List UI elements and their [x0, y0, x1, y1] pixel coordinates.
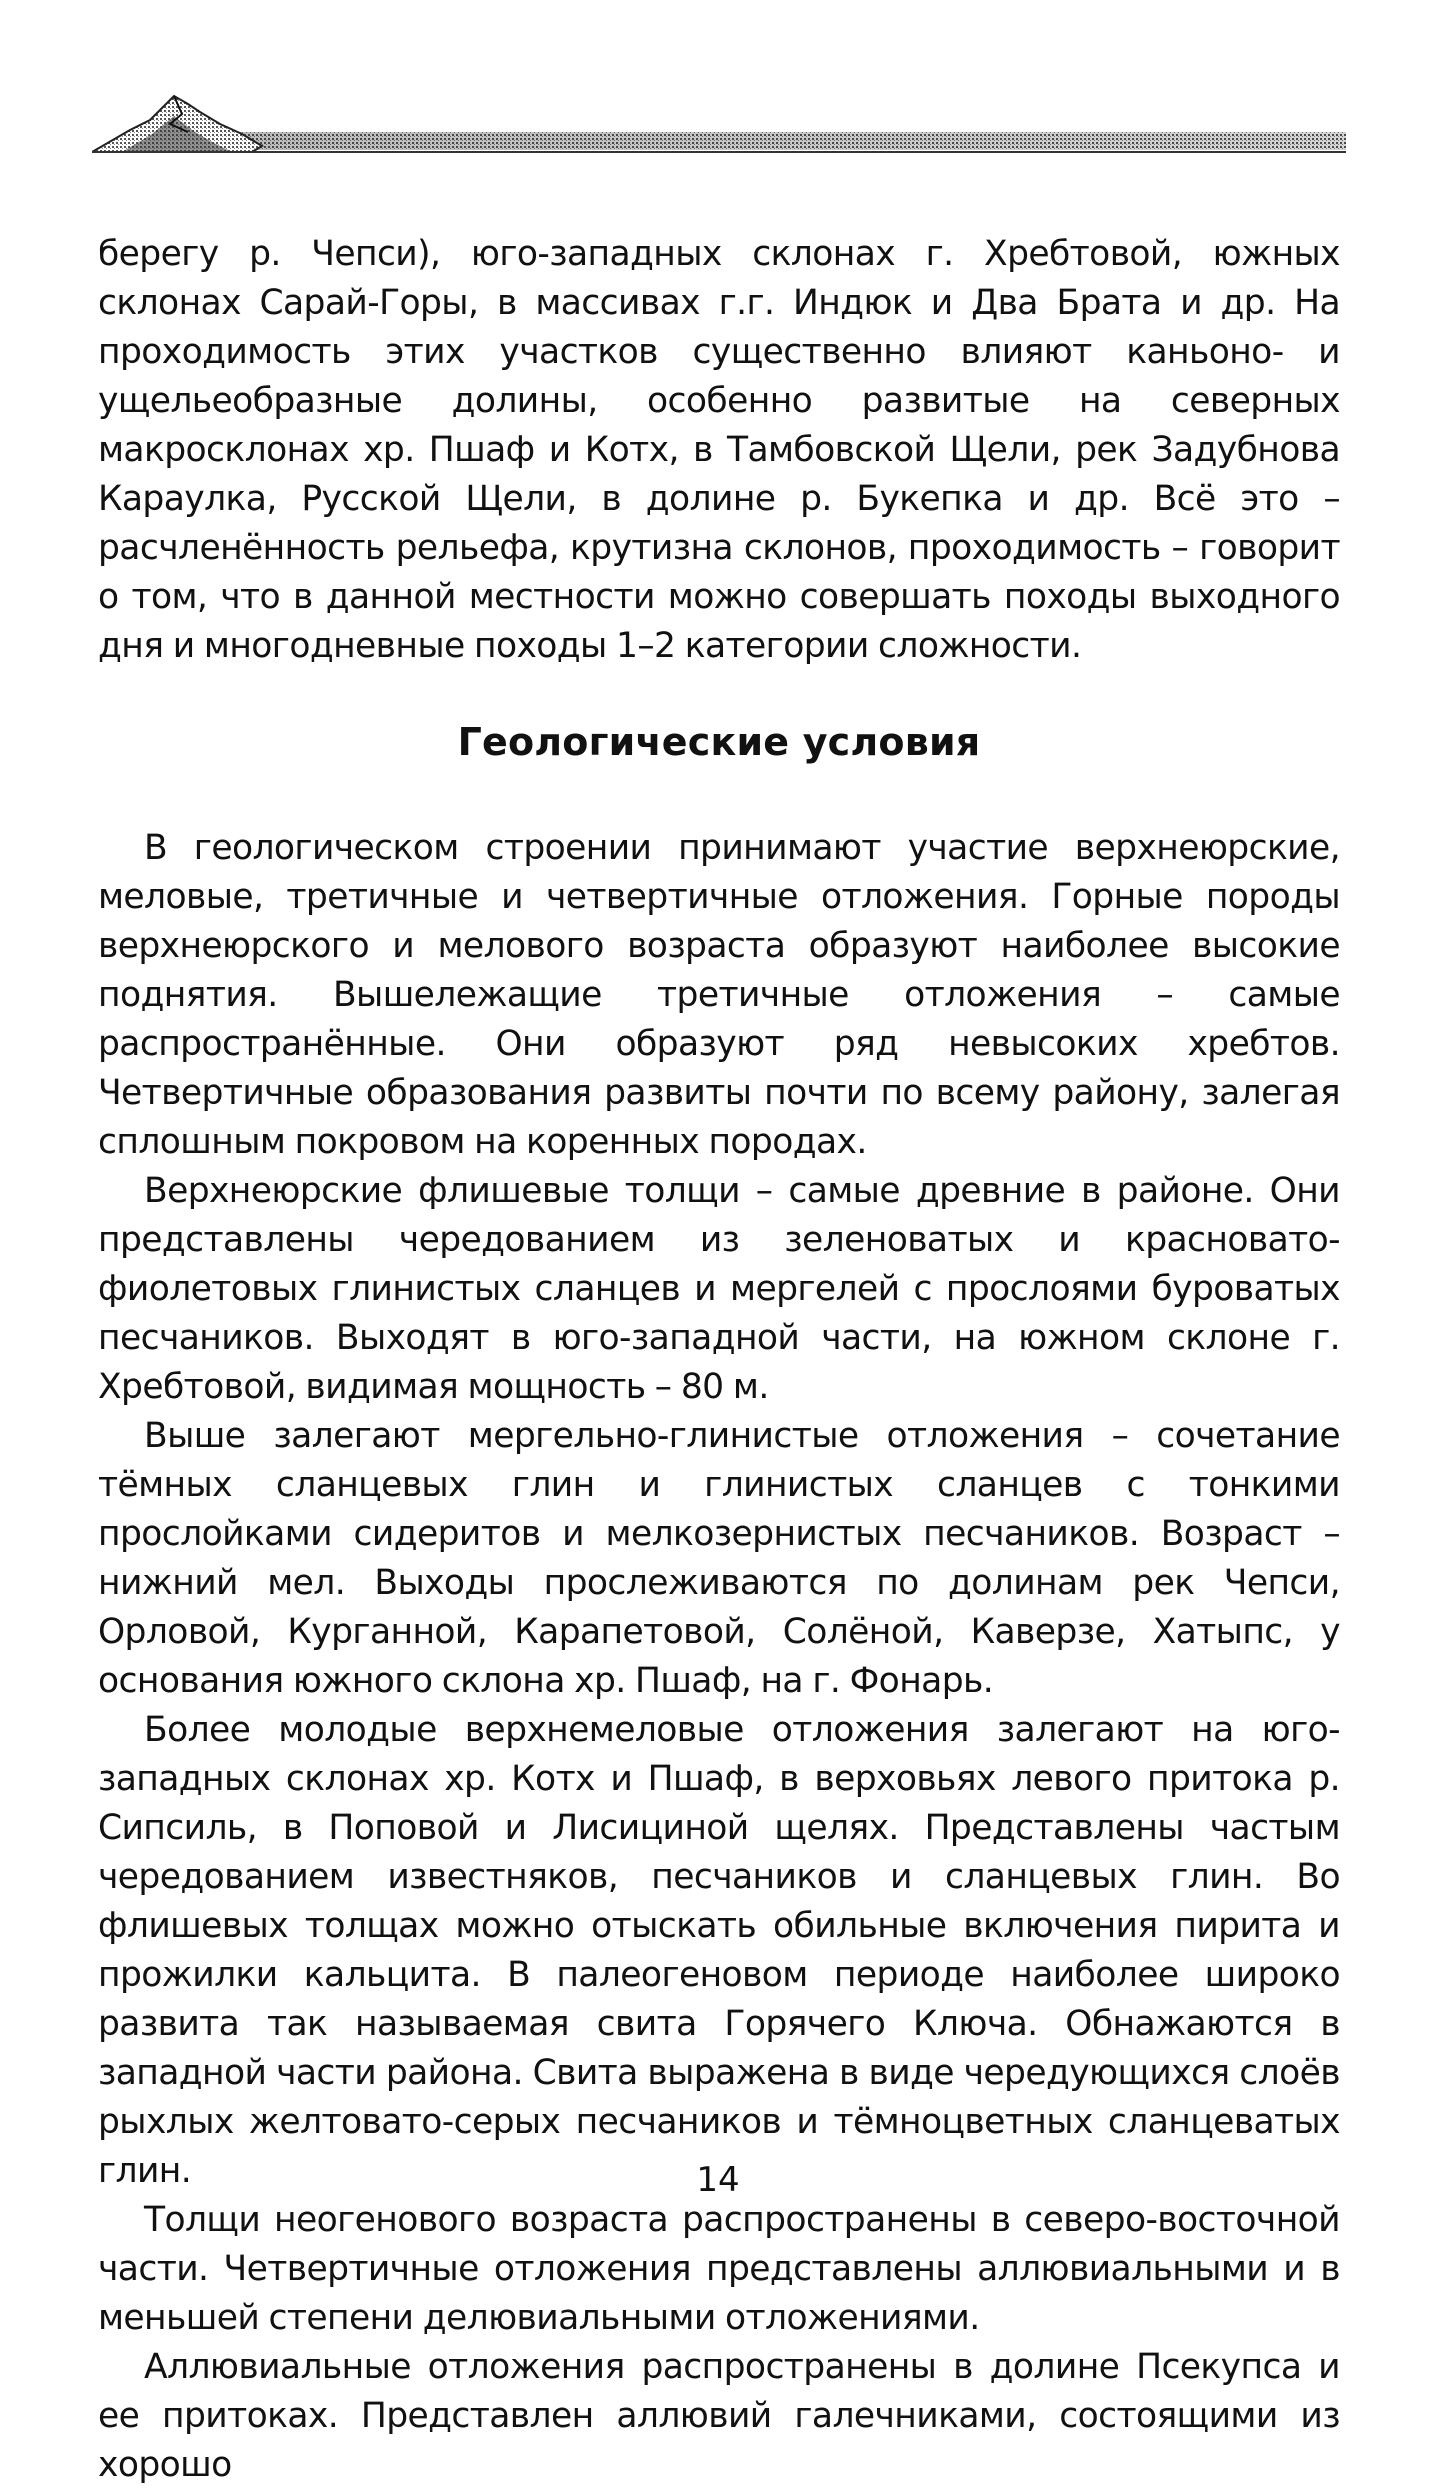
- page-body: [98, 230, 1340, 2490]
- paragraph-continuation: берегу р. Чепси), юго-западных склонах г. Хребтовой, южных склонах Сарай-Горы, в массивах г.г. Индюк и Два Брата и др. На проходимость этих участков существенно влияют каньоно- и ущельеобразные долины, особенно развитые на северных макросклонах хр. Пшаф и Котх, в Тамбовской Щели, рек Задубнова Караулка, Русской Щели, в долине р. Букепка и др. Всё это – расчленённость рельефа, крутизна склонов, проходимость – говорит о том, что в данной местности можно совершать походы выходного дня и многодневные походы 1–2 категории сложности.: [98, 234, 1340, 666]
- header-ornament: [92, 90, 1346, 160]
- mountain-icon: [92, 90, 1346, 160]
- paragraph: В геологическом строении принимают участие верхнеюрские, меловые, третичные и четвертичные отложения. Горные породы верхнеюрского и мелового возраста образуют наиболее высокие поднятия. Вышележащие третичные отложения – самые распространённые. Они образуют ряд невысоких хребтов. Четвертичные образования развиты почти по всему району, залегая сплошным покровом на коренных породах.: [98, 828, 1340, 1162]
- paragraph: Выше залегают мергельно-глинистые отложения – сочетание тёмных сланцевых глин и глинистых сланцев с тонкими прослойками сидеритов и мелкозернистых песчаников. Возраст – нижний мел. Выходы прослеживаются по долинам рек Чепси, Орловой, Курганной, Карапетовой, Солёной, Каверзе, Хатыпс, у основания южного склона хр. Пшаф, на г. Фонарь.: [98, 1416, 1340, 1701]
- paragraph: Толщи неогенового возраста распространены в северо-восточной части. Четвертичные отложения представлены аллювиальными и в меньшей степени делювиальными отложениями.: [98, 2200, 1340, 2338]
- paragraph: Более молодые верхнемеловые отложения залегают на юго-западных склонах хр. Котх и Пшаф, в верховьях левого притока р. Сипсиль, в Поповой и Лисициной щелях. Представлены частым чередованием известняков, песчаников и сланцевых глин. Во флишевых толщах можно отыскать обильные включения пирита и прожилки кальцита. В палеогеновом периоде наиболее широко развита так называемая свита Горячего Ключа. Обнажаются в западной части района. Свита выражена в виде чередующихся слоёв рыхлых желтовато-серых песчаников и тёмноцветных сланцеватых глин.: [98, 1710, 1340, 2191]
- paragraph: Аллювиальные отложения распространены в долине Псекупса и ее притоках. Представлен аллювий галечниками, состоящими из хорошо: [98, 2347, 1340, 2485]
- paragraph: Верхнеюрские флишевые толщи – самые древние в районе. Они представлены чередованием из зеленоватых и красновато-фиолетовых глинистых сланцев и мергелей с прослоями буроватых песчаников. Выходят в юго-западной части, на южном склоне г. Хребтовой, видимая мощность – 80 м.: [98, 1171, 1340, 1407]
- page-number: 14: [696, 2160, 740, 2200]
- section-title: Геологические условия: [457, 720, 981, 764]
